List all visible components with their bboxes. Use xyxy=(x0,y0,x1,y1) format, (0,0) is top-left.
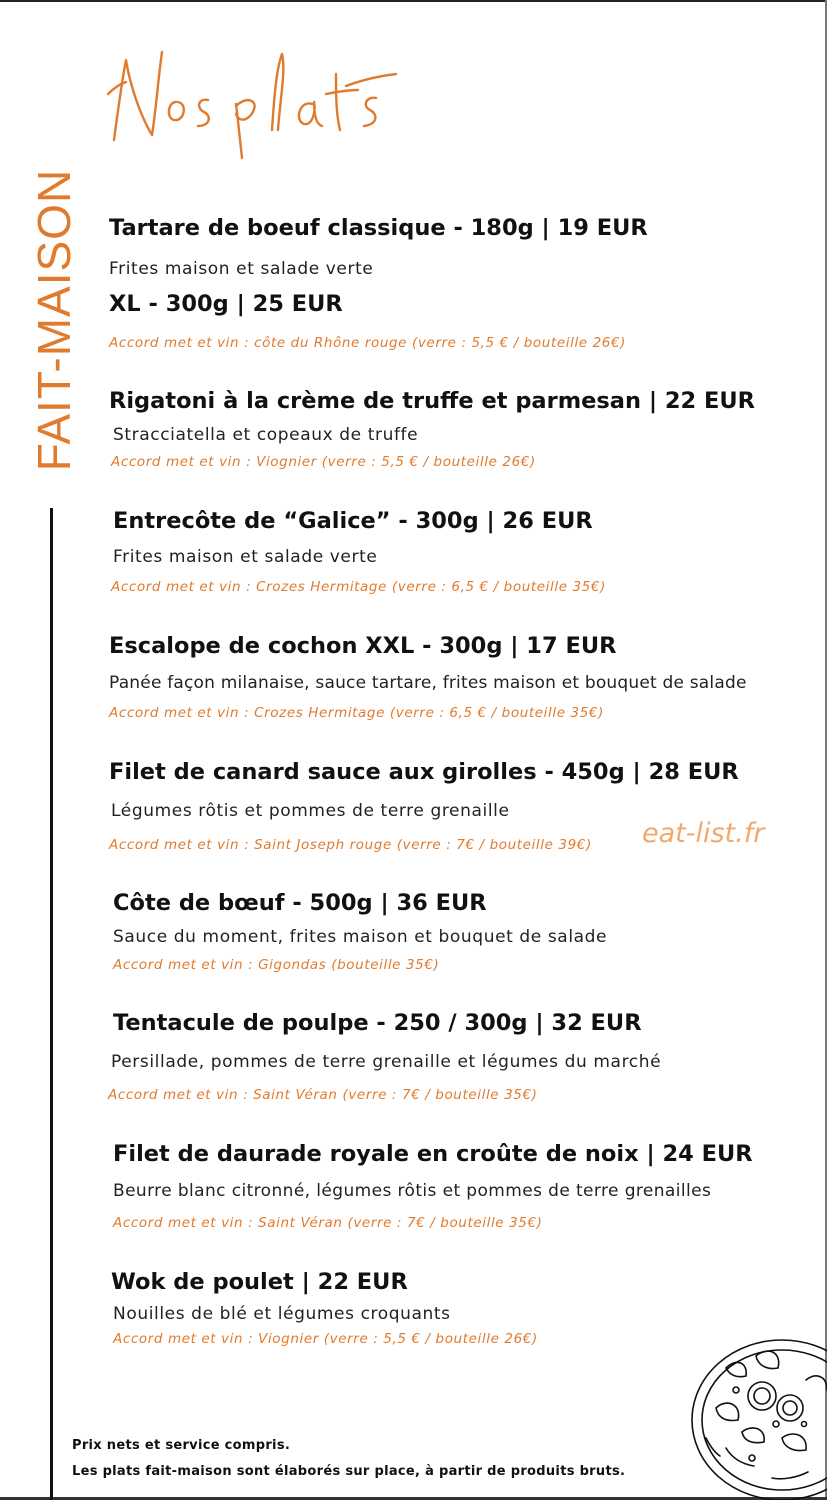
dish-name: Rigatoni à la crème de truffe et parmesan | 22 EUR xyxy=(109,388,755,414)
dish-description: Légumes rôtis et pommes de terre grenaille xyxy=(111,801,510,821)
dish-name: Tentacule de poulpe - 250 / 300g | 32 EUR xyxy=(113,1010,642,1036)
wine-pairing: Accord met et vin : Saint Joseph rouge (verre : 7€ / bouteille 39€) xyxy=(109,837,592,853)
dish-description: Persillade, pommes de terre grenaille et légumes du marché xyxy=(111,1052,662,1072)
dish-name: Entrecôte de “Galice” - 300g | 26 EUR xyxy=(113,508,593,534)
dish-description: Stracciatella et copeaux de truffe xyxy=(113,425,419,445)
dish-description: Sauce du moment, frites maison et bouquet de salade xyxy=(113,927,608,947)
wine-pairing: Accord met et vin : Saint Véran (verre : 7€ / bouteille 35€) xyxy=(113,1215,543,1231)
wine-pairing: Accord met et vin : Viognier (verre : 5,5 € / bouteille 26€) xyxy=(113,1331,538,1347)
salad-bowl-illustration xyxy=(686,1328,827,1500)
handwritten-title-logo xyxy=(100,40,400,160)
dish-description: Frites maison et salade verte xyxy=(109,259,374,279)
frame-top-border xyxy=(0,0,827,2)
dish-name: Tartare de boeuf classique - 180g | 19 EUR xyxy=(109,215,648,241)
footer-prices-note: Prix nets et service compris. xyxy=(72,1438,291,1453)
side-vertical-line xyxy=(50,508,53,1500)
wine-pairing: Accord met et vin : Gigondas (bouteille 35€) xyxy=(113,957,440,973)
dish-description: Nouilles de blé et légumes croquants xyxy=(113,1304,451,1324)
dish-description: Frites maison et salade verte xyxy=(113,547,378,567)
dish-description: Panée façon milanaise, sauce tartare, frites maison et bouquet de salade xyxy=(109,673,747,693)
wine-pairing: Accord met et vin : côte du Rhône rouge (verre : 5,5 € / bouteille 26€) xyxy=(109,335,627,351)
footer-homemade-note: Les plats fait-maison sont élaborés sur place, à partir de produits bruts. xyxy=(72,1464,626,1479)
dish-name: Wok de poulet | 22 EUR xyxy=(111,1269,408,1295)
dish-extra-size: XL - 300g | 25 EUR xyxy=(109,291,343,317)
watermark-text: eat-list.fr xyxy=(642,818,765,849)
wine-pairing: Accord met et vin : Crozes Hermitage (verre : 6,5 € / bouteille 35€) xyxy=(109,705,604,721)
dish-name: Filet de daurade royale en croûte de noix | 24 EUR xyxy=(113,1141,753,1167)
dish-name: Côte de bœuf - 500g | 36 EUR xyxy=(113,890,487,916)
wine-pairing: Accord met et vin : Saint Véran (verre : 7€ / bouteille 35€) xyxy=(108,1087,538,1103)
wine-pairing: Accord met et vin : Crozes Hermitage (verre : 6,5 € / bouteille 35€) xyxy=(111,579,606,595)
dish-name: Escalope de cochon XXL - 300g | 17 EUR xyxy=(109,633,617,659)
wine-pairing: Accord met et vin : Viognier (verre : 5,5 € / bouteille 26€) xyxy=(111,454,536,470)
side-label-fait-maison: FAIT-MAISON xyxy=(28,168,80,472)
dish-name: Filet de canard sauce aux girolles - 450g | 28 EUR xyxy=(109,759,739,785)
dish-description: Beurre blanc citronné, légumes rôtis et pommes de terre grenailles xyxy=(113,1181,712,1201)
